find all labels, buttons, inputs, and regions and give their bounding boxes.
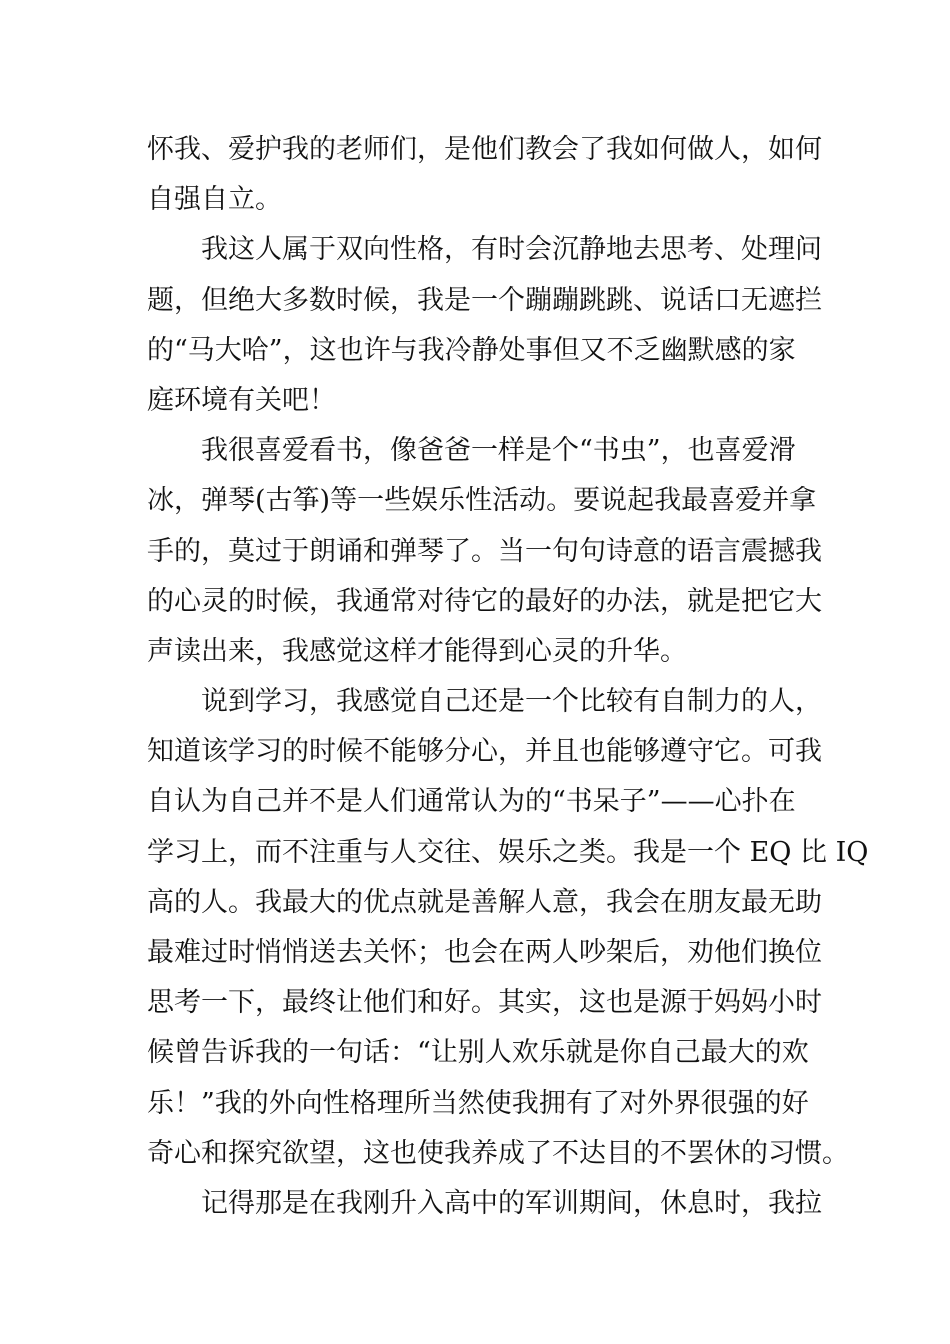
text-line: 奇心和探究欲望，这也使我养成了不达目的不罢休的习惯。 (147, 1137, 849, 1169)
text-line: 自认为自己并不是人们通常认为的“书呆子”——心扑在 (147, 786, 796, 818)
text-line: 自强自立。 (147, 184, 282, 216)
text-line: 手的，莫过于朗诵和弹琴了。当一句句诗意的语言震撼我 (147, 535, 822, 567)
text-line: 声读出来，我感觉这样才能得到心灵的升华。 (147, 635, 687, 667)
paragraph-first-line: 说到学习，我感觉自己还是一个比较有自制力的人， (201, 686, 822, 718)
text-line: 高的人。我最大的优点就是善解人意，我会在朋友最无助 (147, 886, 822, 918)
text-line: 题，但绝大多数时候，我是一个蹦蹦跳跳、说话口无遮拦 (147, 284, 822, 316)
text-line: 学习上，而不注重与人交往、娱乐之类。我是一个 EQ 比 IQ (147, 836, 869, 868)
text-line: 庭环境有关吧！ (147, 384, 336, 416)
body-text (147, 125, 869, 1229)
text-line: 最难过时悄悄送去关怀；也会在两人吵架后，劝他们换位 (147, 937, 822, 968)
text-line: 怀我、爱护我的老师们，是他们教会了我如何做人，如何 (147, 134, 822, 165)
text-line: 的“马大哈”，这也许与我冷静处事但又不乏幽默感的家 (147, 334, 796, 366)
paragraph-first-line: 我这人属于双向性格，有时会沉静地去思考、处理问 (201, 234, 822, 266)
text-line: 思考一下，最终让他们和好。其实，这也是源于妈妈小时 (147, 987, 822, 1019)
text-line: 冰，弹琴(古筝)等一些娱乐性活动。要说起我最喜爱并拿 (147, 485, 817, 517)
text-line: 的心灵的时候，我通常对待它的最好的办法，就是把它大 (147, 585, 822, 617)
text-line: 候曾告诉我的一句话：“让别人欢乐就是你自己最大的欢 (147, 1037, 809, 1069)
text-line: 知道该学习的时候不能够分心，并且也能够遵守它。可我 (147, 736, 822, 768)
text-line: 乐！”我的外向性格理所当然使我拥有了对外界很强的好 (147, 1087, 809, 1119)
paragraph-first-line: 记得那是在我刚升入高中的军训期间，休息时，我拉 (201, 1187, 822, 1219)
paragraph-first-line: 我很喜爱看书，像爸爸一样是个“书虫”，也喜爱滑 (201, 435, 796, 467)
